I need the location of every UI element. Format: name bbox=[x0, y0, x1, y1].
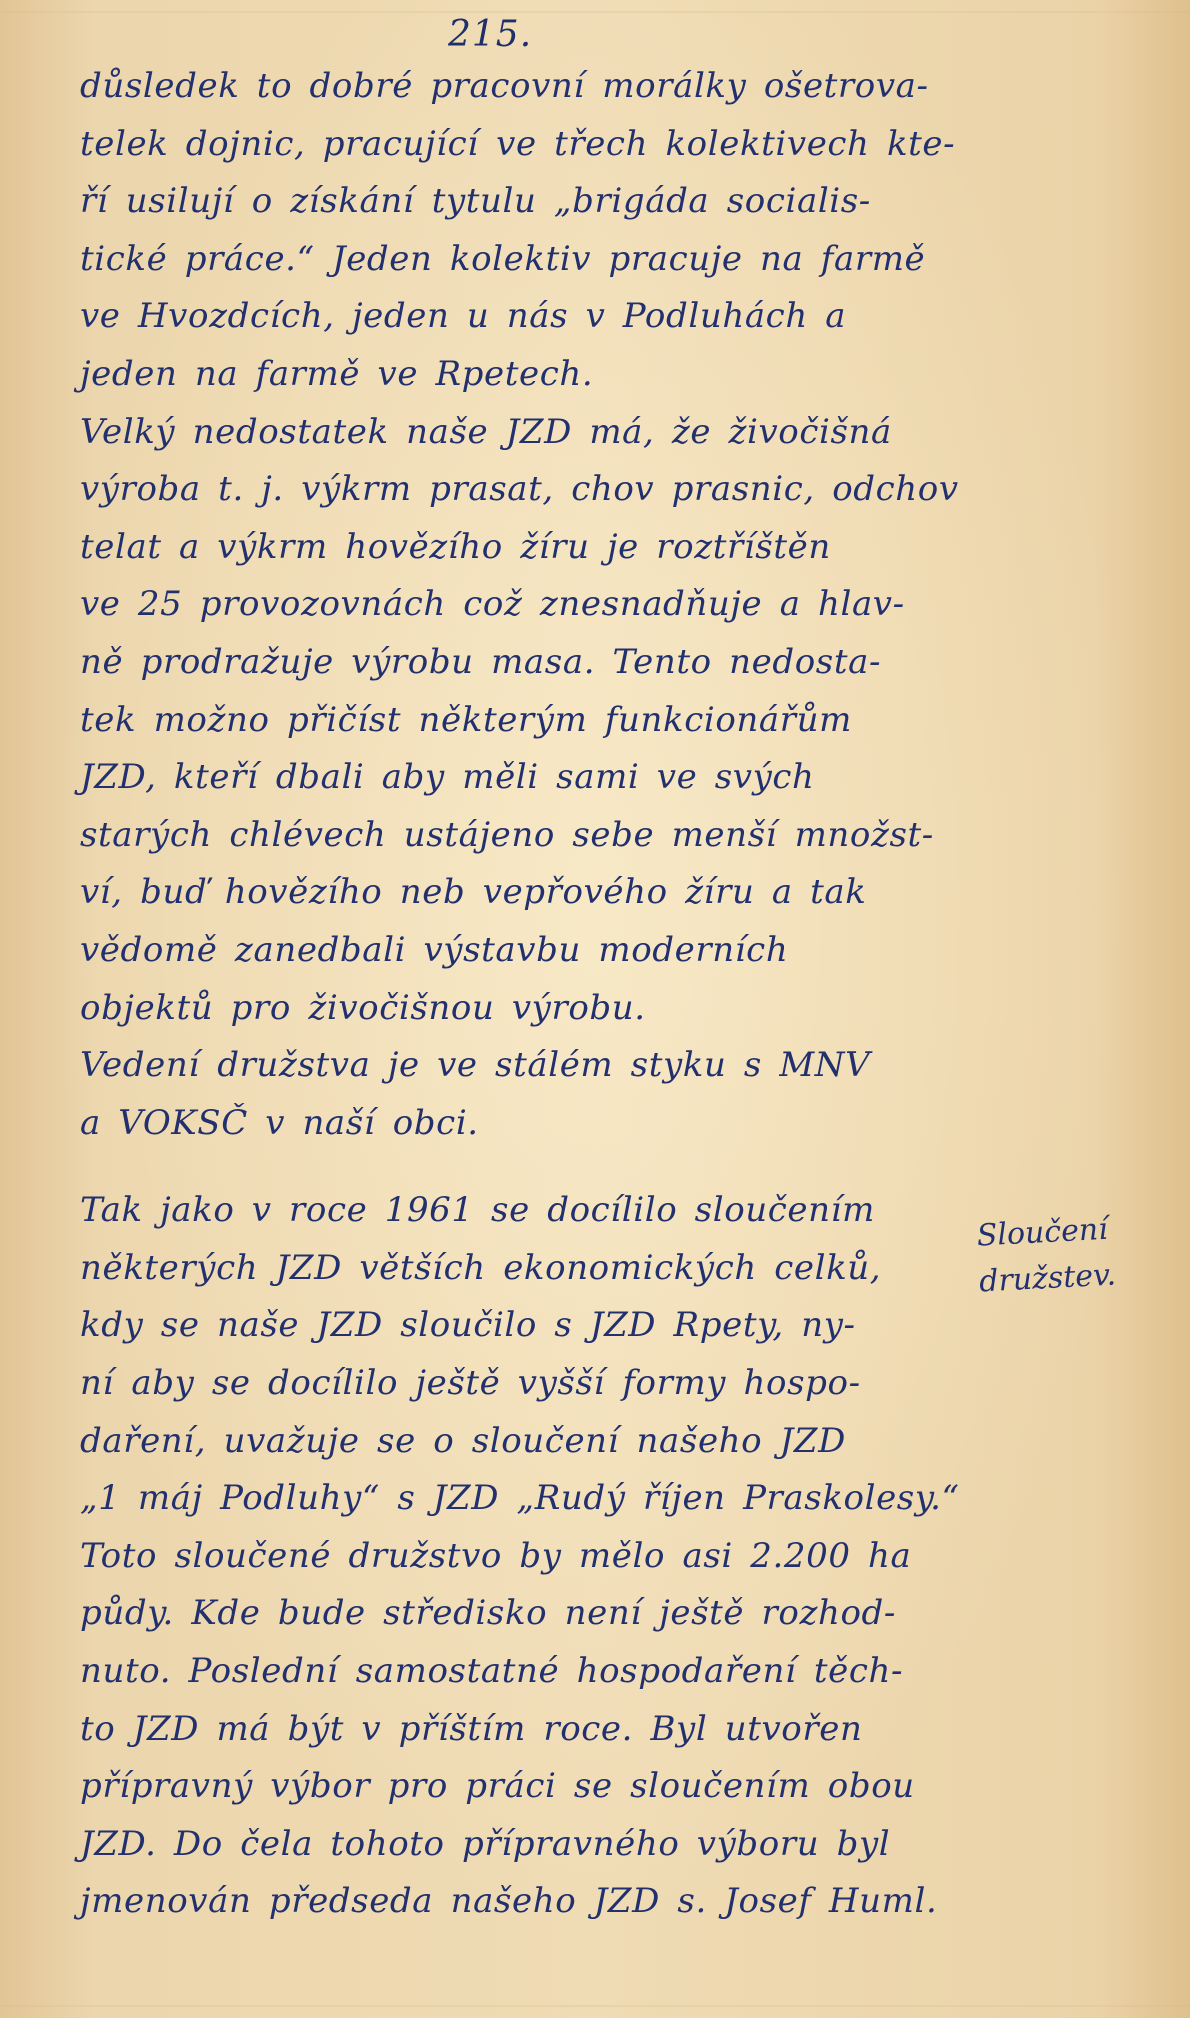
text-line: Vedení družstva je ve stálém styku s MNV bbox=[80, 1045, 871, 1086]
text-line: ří usilují o získání tytulu „brigáda socialis- bbox=[80, 181, 871, 222]
text-line: důsledek to dobré pracovní morálky ošetrova- bbox=[80, 66, 929, 106]
text-line: Velký nedostatek naše JZD má, že živočišná bbox=[80, 411, 892, 452]
text-line: výroba t. j. výkrm prasat, chov prasnic, odchov bbox=[80, 469, 959, 510]
margin-note-line: Sloučení bbox=[975, 1211, 1109, 1254]
text-line: JZD, kteří dbali aby měli sami ve svých bbox=[80, 757, 815, 798]
text-line: jmenován předseda našeho JZD s. Josef Huml. bbox=[80, 1881, 938, 1922]
margin-note-line: družstev. bbox=[978, 1257, 1117, 1300]
text-line: telat a výkrm hovězího žíru je roztříštěn bbox=[80, 526, 831, 567]
journal-text bbox=[80, 58, 1000, 1931]
text-line: půdy. Kde bude středisko není ještě rozhod- bbox=[80, 1593, 896, 1634]
text-line: Toto sloučené družstvo by mělo asi 2.200 ha bbox=[80, 1535, 912, 1576]
text-line: jeden na farmě ve Rpetech. bbox=[80, 353, 594, 394]
text-line: a VOKSČ v naší obci. bbox=[80, 1102, 479, 1143]
text-line: nuto. Poslední samostatné hospodaření těch- bbox=[80, 1651, 904, 1692]
text-line: tek možno přičíst některým funkcionářům bbox=[80, 699, 852, 740]
text-line: vědomě zanedbali výstavbu moderních bbox=[80, 929, 789, 970]
text-line: to JZD má být v příštím roce. Byl utvořen bbox=[80, 1708, 863, 1749]
text-line: Tak jako v roce 1961 se docílilo sloučením bbox=[80, 1190, 875, 1231]
text-line: daření, uvažuje se o sloučení našeho JZD bbox=[80, 1420, 846, 1461]
text-line: ve Hvozdcích, jeden u nás v Podluhách a bbox=[80, 296, 847, 337]
margin-note bbox=[976, 1206, 1117, 1305]
text-line: tické práce.“ Jeden kolektiv pracuje na farmě bbox=[80, 238, 926, 279]
text-line: telek dojnic, pracující ve třech kolektivech kte- bbox=[80, 123, 956, 164]
text-line: „1 máj Podluhy“ s JZD „Rudý říjen Praskolesy.“ bbox=[80, 1478, 960, 1519]
text-line: ně prodražuje výrobu masa. Tento nedosta- bbox=[80, 641, 882, 682]
text-line: některých JZD větších ekonomických celků, bbox=[80, 1247, 882, 1288]
page-number: 215. bbox=[448, 14, 533, 55]
text-line: objektů pro živočišnou výrobu. bbox=[80, 987, 646, 1028]
text-line: ví, buď hovězího neb vepřového žíru a tak bbox=[80, 872, 867, 913]
text-line: starých chlévech ustájeno sebe menší množst- bbox=[80, 814, 934, 855]
text-line: JZD. Do čela tohoto přípravného výboru byl bbox=[80, 1823, 891, 1864]
text-line: ní aby se docílilo ještě vyšší formy hospo- bbox=[80, 1363, 861, 1404]
text-line: kdy se naše JZD sloučilo s JZD Rpety, ny- bbox=[80, 1305, 856, 1346]
text-line: přípravný výbor pro práci se sloučením obou bbox=[80, 1766, 915, 1807]
paragraph-gap bbox=[80, 1152, 1000, 1182]
text-line: ve 25 provozovnách což znesnadňuje a hlav- bbox=[80, 584, 905, 625]
